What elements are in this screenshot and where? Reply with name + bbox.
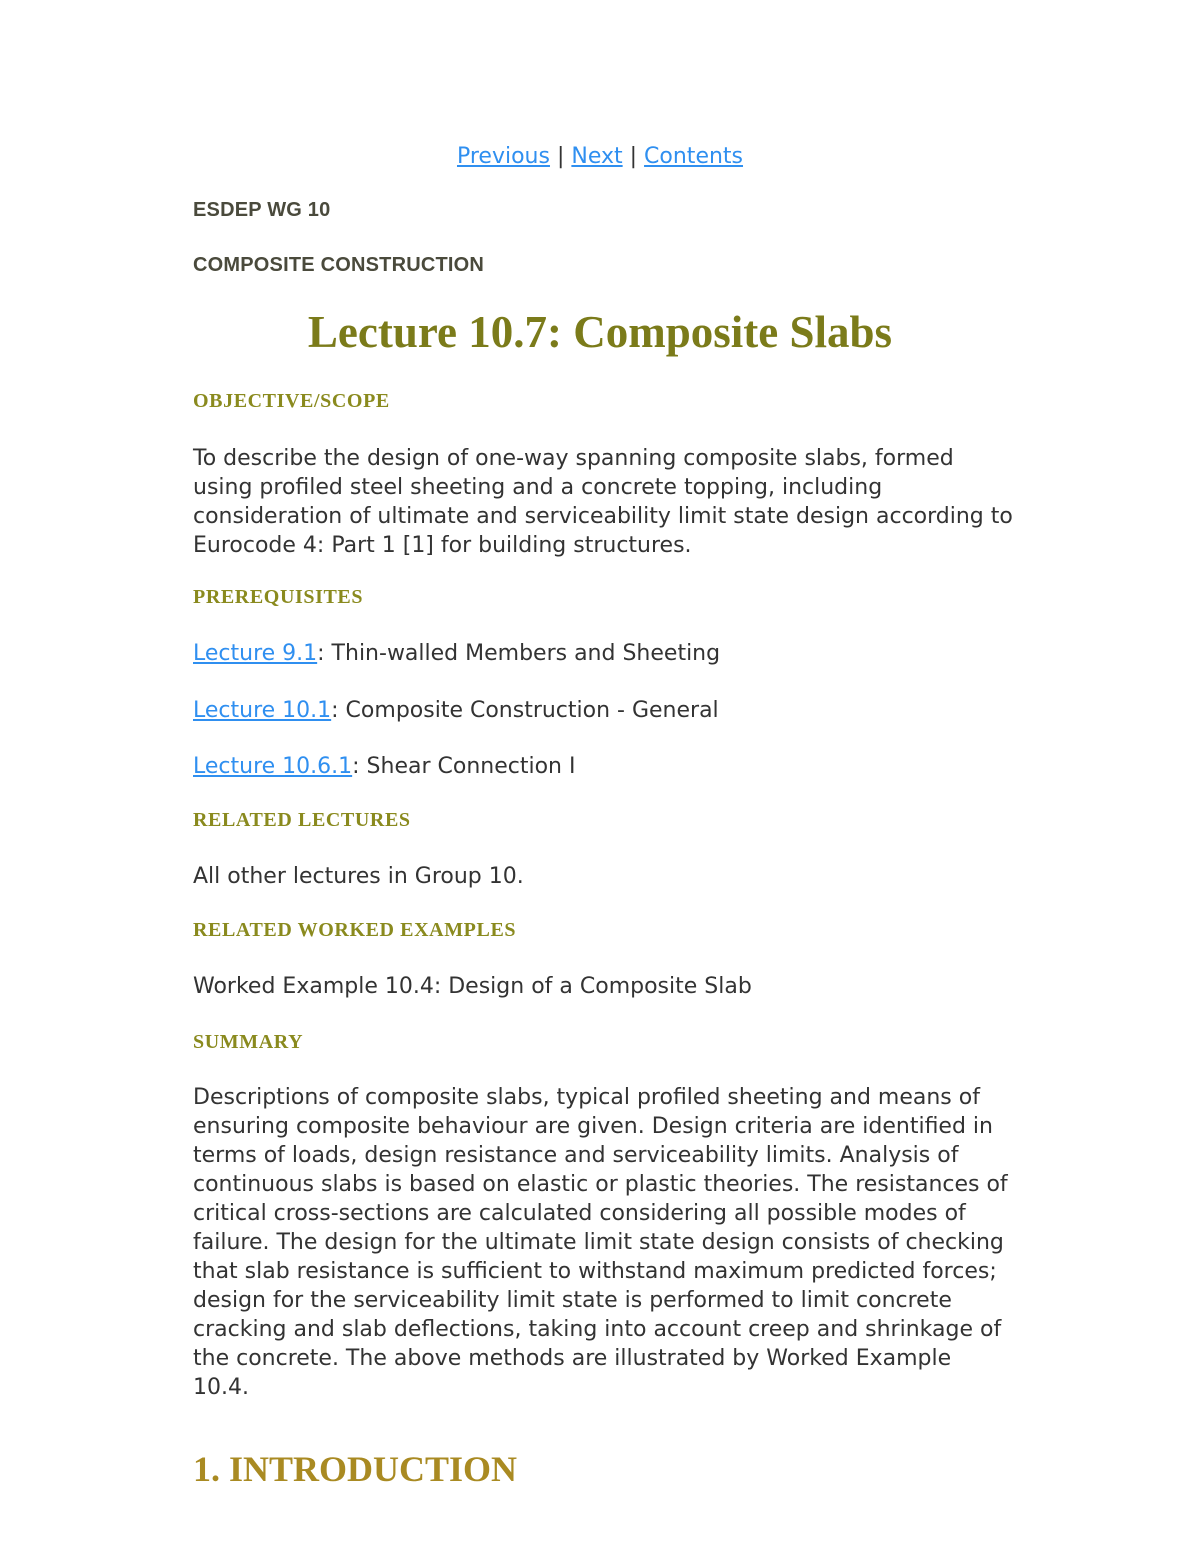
- prerequisite-item: [193, 639, 1013, 668]
- objective-text: To describe the design of one-way spanning composite slabs, formed using profiled steel sheeting and a concrete topping, including consideration of ultimate and serviceability limit state design according to Eurocode 4: Part 1 [1] for building structures.: [193, 446, 1013, 558]
- lecture-9-1-link[interactable]: Lecture 9.1: [193, 641, 318, 666]
- page-title: Lecture 10.7: Composite Slabs: [307, 307, 893, 357]
- prerequisite-title: : Thin-walled Members and Sheeting: [317, 641, 721, 666]
- introduction-heading: 1. INTRODUCTION: [193, 1449, 518, 1489]
- navigation-bar: [193, 143, 1007, 171]
- prerequisite-title: : Shear Connection I: [352, 754, 576, 779]
- related-lectures-heading: RELATED LECTURES: [193, 809, 411, 831]
- working-group-label: ESDEP WG 10: [193, 199, 331, 221]
- prerequisite-item: [193, 696, 1013, 725]
- nav-separator: |: [549, 144, 572, 169]
- summary-text: Descriptions of composite slabs, typical profiled sheeting and means of ensuring composite behaviour are given. Design criteria are identified in terms of loads, design resistance and serviceability limits. Analysis of continuous slabs is based on elastic or plastic theories. The resistances of critical cross-sections are calculated considering all possible modes of failure. The design for the ultimate limit state design consists of checking that slab resistance is sufficient to withstand maximum predicted forces; design for the serviceability limit state is performed to limit concrete cracking and slab deflections, taking into account creep and shrinkage of the concrete. The above methods are illustrated by Worked Example 10.4.: [193, 1085, 1008, 1400]
- topic-label: COMPOSITE CONSTRUCTION: [193, 254, 485, 276]
- contents-link[interactable]: Contents: [644, 144, 744, 169]
- related-examples-text: Worked Example 10.4: Design of a Composite Slab: [193, 974, 752, 999]
- lecture-10-1-link[interactable]: Lecture 10.1: [193, 698, 332, 723]
- lecture-10-6-1-link[interactable]: Lecture 10.6.1: [193, 754, 353, 779]
- objective-heading: OBJECTIVE/SCOPE: [193, 390, 390, 412]
- prerequisite-title: : Composite Construction - General: [331, 698, 719, 723]
- related-examples-heading: RELATED WORKED EXAMPLES: [193, 919, 517, 941]
- next-link[interactable]: Next: [571, 144, 623, 169]
- prerequisites-heading: PREREQUISITES: [193, 586, 364, 608]
- related-lectures-text: All other lectures in Group 10.: [193, 864, 524, 889]
- summary-heading: SUMMARY: [193, 1031, 304, 1053]
- previous-link[interactable]: Previous: [456, 144, 550, 169]
- nav-separator: |: [622, 144, 645, 169]
- prerequisite-item: [193, 752, 1013, 781]
